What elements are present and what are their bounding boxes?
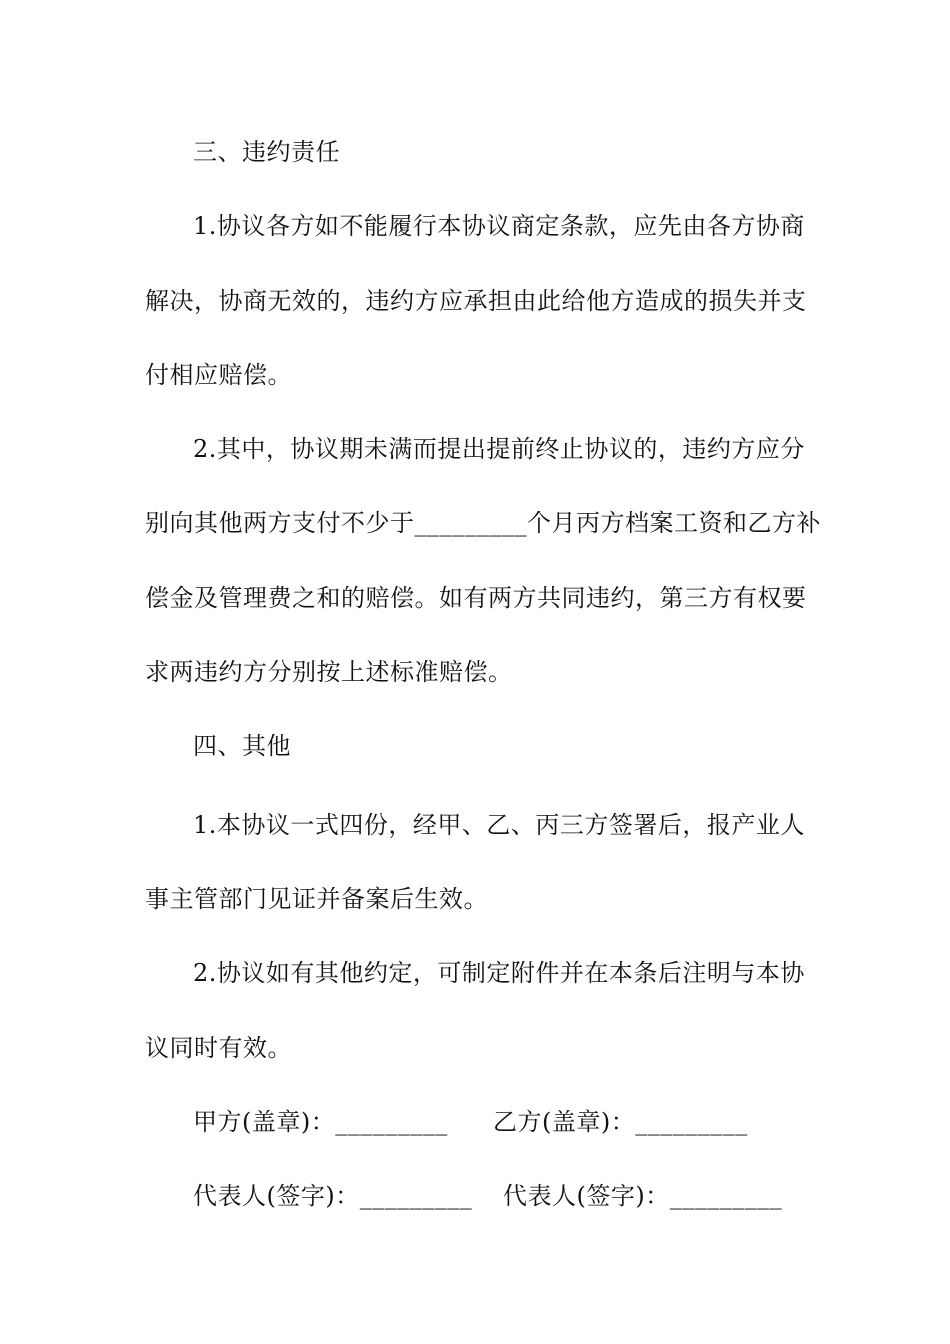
representative-b-signature-field: 代表人(签字)：_________ bbox=[503, 1182, 783, 1210]
clause-3-1-line-3: 付相应赔偿。 bbox=[145, 361, 292, 389]
clause-4-2-line-1: 2.协议如有其他约定，可制定附件并在本条后注明与本协 bbox=[193, 959, 805, 987]
clause-3-1-line-2: 解决，协商无效的，违约方应承担由此给他方造成的损失并支 bbox=[145, 287, 807, 315]
clause-3-2-line-4: 求两违约方分别按上述标准赔偿。 bbox=[145, 658, 513, 686]
clause-3-1-line-1: 1.协议各方如不能履行本协议商定条款，应先由各方协商 bbox=[193, 212, 805, 240]
clause-4-1-line-2: 事主管部门见证并备案后生效。 bbox=[145, 885, 488, 913]
clause-4-2-line-2: 议同时有效。 bbox=[145, 1034, 292, 1062]
party-b-seal-field: 乙方(盖章)：_________ bbox=[493, 1108, 748, 1136]
party-a-seal-field: 甲方(盖章)：_________ bbox=[193, 1108, 448, 1136]
clause-3-2-line-3: 偿金及管理费之和的赔偿。如有两方共同违约，第三方有权要 bbox=[145, 584, 807, 612]
section-heading-breach: 三、违约责任 bbox=[193, 138, 340, 166]
clause-3-2-line-2: 别向其他两方支付不少于_________个月丙方档案工资和乙方补 bbox=[145, 509, 821, 537]
clause-4-1-line-1: 1.本协议一式四份，经甲、乙、丙三方签署后，报产业人 bbox=[193, 811, 805, 839]
clause-3-2-line-1: 2.其中，协议期未满而提出提前终止协议的，违约方应分 bbox=[193, 435, 805, 463]
representative-a-signature-field: 代表人(签字)：_________ bbox=[193, 1182, 473, 1210]
section-heading-other: 四、其他 bbox=[193, 732, 291, 760]
